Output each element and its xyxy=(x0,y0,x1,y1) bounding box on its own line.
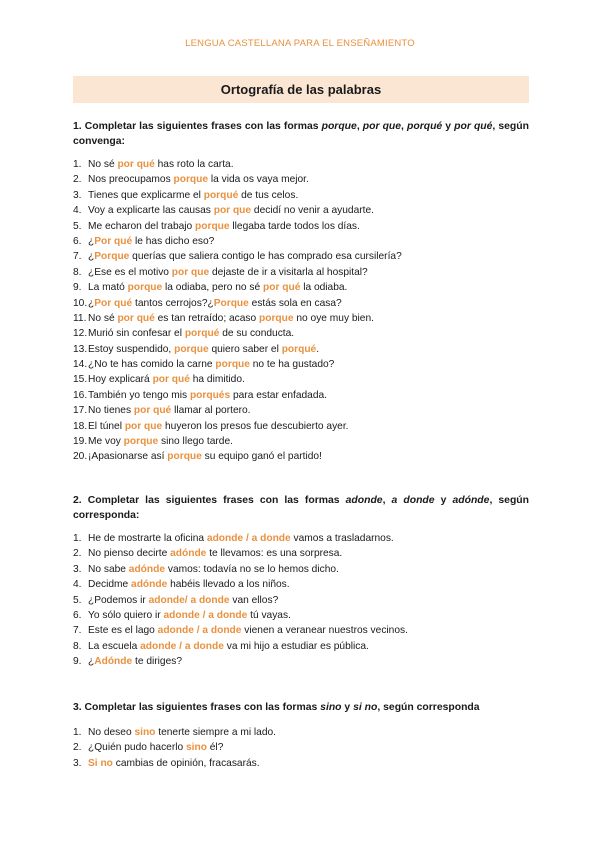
answer-text: por que xyxy=(213,205,252,217)
item-text: la odiaba. xyxy=(300,282,348,294)
item-number: 11. xyxy=(73,312,87,324)
answer-text: por qué xyxy=(133,405,172,417)
exercise-section-2 xyxy=(73,493,529,670)
item-number: 1. xyxy=(73,533,82,544)
answer-text: Por qué xyxy=(94,297,133,309)
item-text: He de mostrarte la oficina xyxy=(88,533,207,544)
item-number: 7. xyxy=(73,625,82,637)
exercise-section-3 xyxy=(73,700,529,771)
instruction-text: 1. Completar las siguientes frases con las formas xyxy=(73,121,322,132)
item-text: No tienes xyxy=(88,405,134,417)
item-number: 12. xyxy=(73,328,88,340)
instruction-text: y xyxy=(341,702,354,713)
answer-text: porque xyxy=(174,343,209,355)
answer-text: adonde / a donde xyxy=(157,625,242,637)
answer-text: porque xyxy=(127,282,163,294)
instruction-text: 2. Completar las siguientes frases con las formas xyxy=(73,495,346,506)
item-text: quiero saber el xyxy=(208,343,282,355)
answer-text: por que xyxy=(171,266,210,278)
item-number: 17. xyxy=(73,405,88,417)
instruction-text: adónde xyxy=(452,495,490,506)
list-item xyxy=(73,740,529,755)
instruction-text: , xyxy=(356,121,363,132)
answer-text: por qué xyxy=(263,282,301,294)
item-text: La mató xyxy=(88,282,128,294)
item-number: 18. xyxy=(73,420,88,432)
list-item xyxy=(73,434,529,449)
item-number: 1. xyxy=(73,159,82,170)
item-text: ¿Quién pudo hacerlo xyxy=(88,742,186,754)
item-text: llamar al portero. xyxy=(171,405,251,417)
answer-text: adónde xyxy=(170,548,207,560)
item-text: ha dimitido. xyxy=(189,374,245,386)
instruction-text: porque xyxy=(321,121,357,132)
item-number: 3. xyxy=(73,563,82,575)
item-text: tú vayas. xyxy=(247,609,291,621)
item-text: van ellos? xyxy=(229,594,279,606)
item-text: cambias de opinión, fracasarás. xyxy=(112,757,260,769)
instruction-text: a donde xyxy=(391,495,435,506)
item-text: la odiaba, pero no sé xyxy=(162,282,264,294)
item-text: ¿ xyxy=(88,297,95,309)
item-text: para estar enfadada. xyxy=(230,389,327,401)
item-number: 14. xyxy=(73,359,88,371)
item-text: Hoy explicará xyxy=(88,374,153,386)
item-text: Me voy xyxy=(88,436,124,448)
list-item xyxy=(73,157,529,172)
item-text: Nos preocupamos xyxy=(88,174,174,186)
item-text: ¿ xyxy=(88,251,95,263)
answer-text: porque xyxy=(123,436,159,448)
item-text: Murió sin confesar el xyxy=(88,328,185,340)
answer-text: sino xyxy=(185,742,207,754)
answer-text: Por qué xyxy=(94,235,133,247)
item-text: le has dicho eso? xyxy=(132,235,215,247)
item-number: 3. xyxy=(73,757,82,769)
instruction-text: , según convenga: xyxy=(73,121,529,147)
answer-text: porqué xyxy=(203,189,239,201)
exercise-list xyxy=(73,531,529,670)
item-text: decidí no venir a ayudarte. xyxy=(251,205,374,217)
item-text: Este es el lago xyxy=(88,625,158,637)
instruction-text: , según corresponda xyxy=(377,702,480,713)
instruction-text: , xyxy=(401,121,407,132)
item-text: es tan retraído; acaso xyxy=(154,312,260,324)
item-text: No pienso decirte xyxy=(88,548,171,560)
list-item xyxy=(73,249,529,264)
list-item xyxy=(73,654,529,669)
item-number: 20. xyxy=(73,451,88,463)
answer-text: Adónde xyxy=(94,656,133,668)
list-item xyxy=(73,531,529,546)
item-text: . xyxy=(316,343,320,355)
instruction-text: , según corresponda: xyxy=(73,495,529,521)
item-text: ¿ xyxy=(88,656,95,668)
item-number: 2. xyxy=(73,742,82,754)
item-number: 6. xyxy=(73,235,82,247)
instruction-text: por que xyxy=(362,121,402,132)
item-number: 9. xyxy=(73,656,82,668)
item-text: no oye muy bien. xyxy=(293,312,374,324)
instruction-text: y xyxy=(434,495,453,506)
list-item xyxy=(73,280,529,295)
answer-text: por que xyxy=(124,420,163,432)
answer-text: porqué xyxy=(281,343,317,355)
item-text: va mi hijo a estudiar es pública. xyxy=(223,640,369,652)
list-item xyxy=(73,756,529,771)
answer-text: sino xyxy=(134,727,156,738)
list-item xyxy=(73,234,529,249)
answer-text: porque xyxy=(195,220,230,232)
item-text: la vida os vaya mejor. xyxy=(208,174,309,186)
item-number: 16. xyxy=(73,389,88,401)
list-item xyxy=(73,419,529,434)
exercise-instruction xyxy=(73,700,529,715)
item-text: estás sola en casa? xyxy=(248,297,342,309)
item-number: 15. xyxy=(73,374,88,386)
instruction-text: 3. Completar las siguientes frases con las formas xyxy=(73,702,321,713)
item-text: llegaba tarde todos los días. xyxy=(229,220,360,232)
instruction-text: y xyxy=(442,121,455,132)
item-number: 8. xyxy=(73,266,82,278)
exercise-list xyxy=(73,157,529,465)
answer-text: adonde / a donde xyxy=(163,609,248,621)
item-number: 4. xyxy=(73,579,82,591)
item-text: sino llego tarde. xyxy=(158,436,233,448)
item-text: te diriges? xyxy=(132,656,182,668)
list-item xyxy=(73,546,529,561)
item-text: habéis llevado a los niños. xyxy=(167,579,290,591)
item-text: ¿No te has comido la carne xyxy=(88,359,216,371)
item-number: 4. xyxy=(73,205,82,217)
item-text: Decidme xyxy=(88,579,132,591)
answer-text: adónde xyxy=(128,563,166,575)
item-text: de su conducta. xyxy=(219,328,295,340)
list-item xyxy=(73,357,529,372)
list-item xyxy=(73,219,529,234)
item-text: Voy a explicarte las causas xyxy=(88,205,214,217)
item-text: Yo sólo quiero ir xyxy=(88,609,164,621)
item-text: La escuela xyxy=(88,640,141,652)
exercise-section-1 xyxy=(73,119,529,465)
answer-text: porqués xyxy=(189,389,231,401)
item-number: 1. xyxy=(73,727,82,738)
item-text: vamos a trasladarnos. xyxy=(290,533,394,544)
item-number: 8. xyxy=(73,640,82,652)
item-text: No sabe xyxy=(88,563,129,575)
item-text: El túnel xyxy=(88,420,125,432)
list-item xyxy=(73,639,529,654)
list-item xyxy=(73,403,529,418)
answer-text: Porque xyxy=(94,251,130,263)
answer-text: porque xyxy=(167,451,202,463)
item-text: No deseo xyxy=(88,727,135,738)
item-text: También yo tengo mis xyxy=(88,389,190,401)
item-text: no te ha gustado? xyxy=(249,359,335,371)
item-number: 5. xyxy=(73,594,82,606)
item-number: 3. xyxy=(73,189,82,201)
list-item xyxy=(73,388,529,403)
list-item xyxy=(73,203,529,218)
instruction-text: , xyxy=(382,495,392,506)
answer-text: adonde / a donde xyxy=(206,533,291,544)
list-item xyxy=(73,593,529,608)
item-text: has roto la carta. xyxy=(154,159,234,170)
answer-text: Si no xyxy=(88,757,113,769)
list-item xyxy=(73,577,529,592)
item-text: querías que saliera contigo le has comprado esa cursilería? xyxy=(129,251,402,263)
page-title: Ortografía de las palabras xyxy=(73,76,529,103)
answer-text: por qué xyxy=(117,159,155,170)
item-text: tenerte siempre a mi lado. xyxy=(155,727,277,738)
item-number: 13. xyxy=(73,343,88,355)
item-text: él? xyxy=(206,742,224,754)
answer-text: porque xyxy=(173,174,209,186)
item-text: ¿Podemos ir xyxy=(88,594,149,606)
answer-text: Porque xyxy=(213,297,249,309)
list-item xyxy=(73,562,529,577)
instruction-text: sino xyxy=(320,702,342,713)
item-number: 19. xyxy=(73,436,88,448)
list-item xyxy=(73,449,529,464)
item-text: ¿ xyxy=(88,235,95,247)
exercise-instruction xyxy=(73,493,529,523)
item-text: No sé xyxy=(88,312,118,324)
item-number: 5. xyxy=(73,220,82,232)
answer-text: adónde xyxy=(131,579,168,591)
item-number: 2. xyxy=(73,174,82,186)
list-item xyxy=(73,296,529,311)
instruction-text: por qué xyxy=(454,121,493,132)
list-item xyxy=(73,326,529,341)
page-header: LENGUA CASTELLANA PARA EL ENSEÑAMIENTO xyxy=(185,38,415,49)
instruction-text: si no xyxy=(353,702,378,713)
item-text: Tienes que explicarme el xyxy=(88,189,204,201)
item-text: de tus celos. xyxy=(238,189,299,201)
item-text: dejaste de ir a visitarla al hospital? xyxy=(209,266,368,278)
item-number: 7. xyxy=(73,251,82,263)
item-number: 10. xyxy=(73,297,88,309)
list-item xyxy=(73,172,529,187)
answer-text: porqué xyxy=(184,328,220,340)
answer-text: adonde/ a donde xyxy=(148,594,230,606)
item-text: vamos: todavía no se lo hemos dicho. xyxy=(165,563,339,575)
item-text: su equipo ganó el partido! xyxy=(201,451,322,463)
list-item xyxy=(73,265,529,280)
exercise-list xyxy=(73,725,529,771)
list-item xyxy=(73,188,529,203)
item-text: tantos cerrojos?¿ xyxy=(132,297,214,309)
answer-text: porque xyxy=(259,312,294,324)
item-number: 6. xyxy=(73,609,82,621)
answer-text: por qué xyxy=(152,374,190,386)
item-text: ¿Ese es el motivo xyxy=(88,266,172,278)
list-item xyxy=(73,372,529,387)
answer-text: porque xyxy=(215,359,250,371)
instruction-text: porqué xyxy=(407,121,443,132)
item-text: vienen a veranear nuestros vecinos. xyxy=(241,625,408,637)
item-number: 9. xyxy=(73,282,82,294)
list-item xyxy=(73,623,529,638)
item-text: huyeron los presos fue descubierto ayer. xyxy=(162,420,349,432)
item-text: Estoy suspendido, xyxy=(88,343,175,355)
item-text: ¡Apasionarse así xyxy=(88,451,168,463)
item-text: Me echaron del trabajo xyxy=(88,220,196,232)
list-item xyxy=(73,342,529,357)
item-text: No sé xyxy=(88,159,118,170)
list-item xyxy=(73,725,529,740)
exercise-instruction xyxy=(73,119,529,149)
list-item xyxy=(73,311,529,326)
list-item xyxy=(73,608,529,623)
instruction-text: adonde xyxy=(345,495,383,506)
answer-text: adonde / a donde xyxy=(140,640,224,652)
item-text: te llevamos: es una sorpresa. xyxy=(206,548,343,560)
answer-text: por qué xyxy=(117,312,155,324)
item-number: 2. xyxy=(73,548,82,560)
